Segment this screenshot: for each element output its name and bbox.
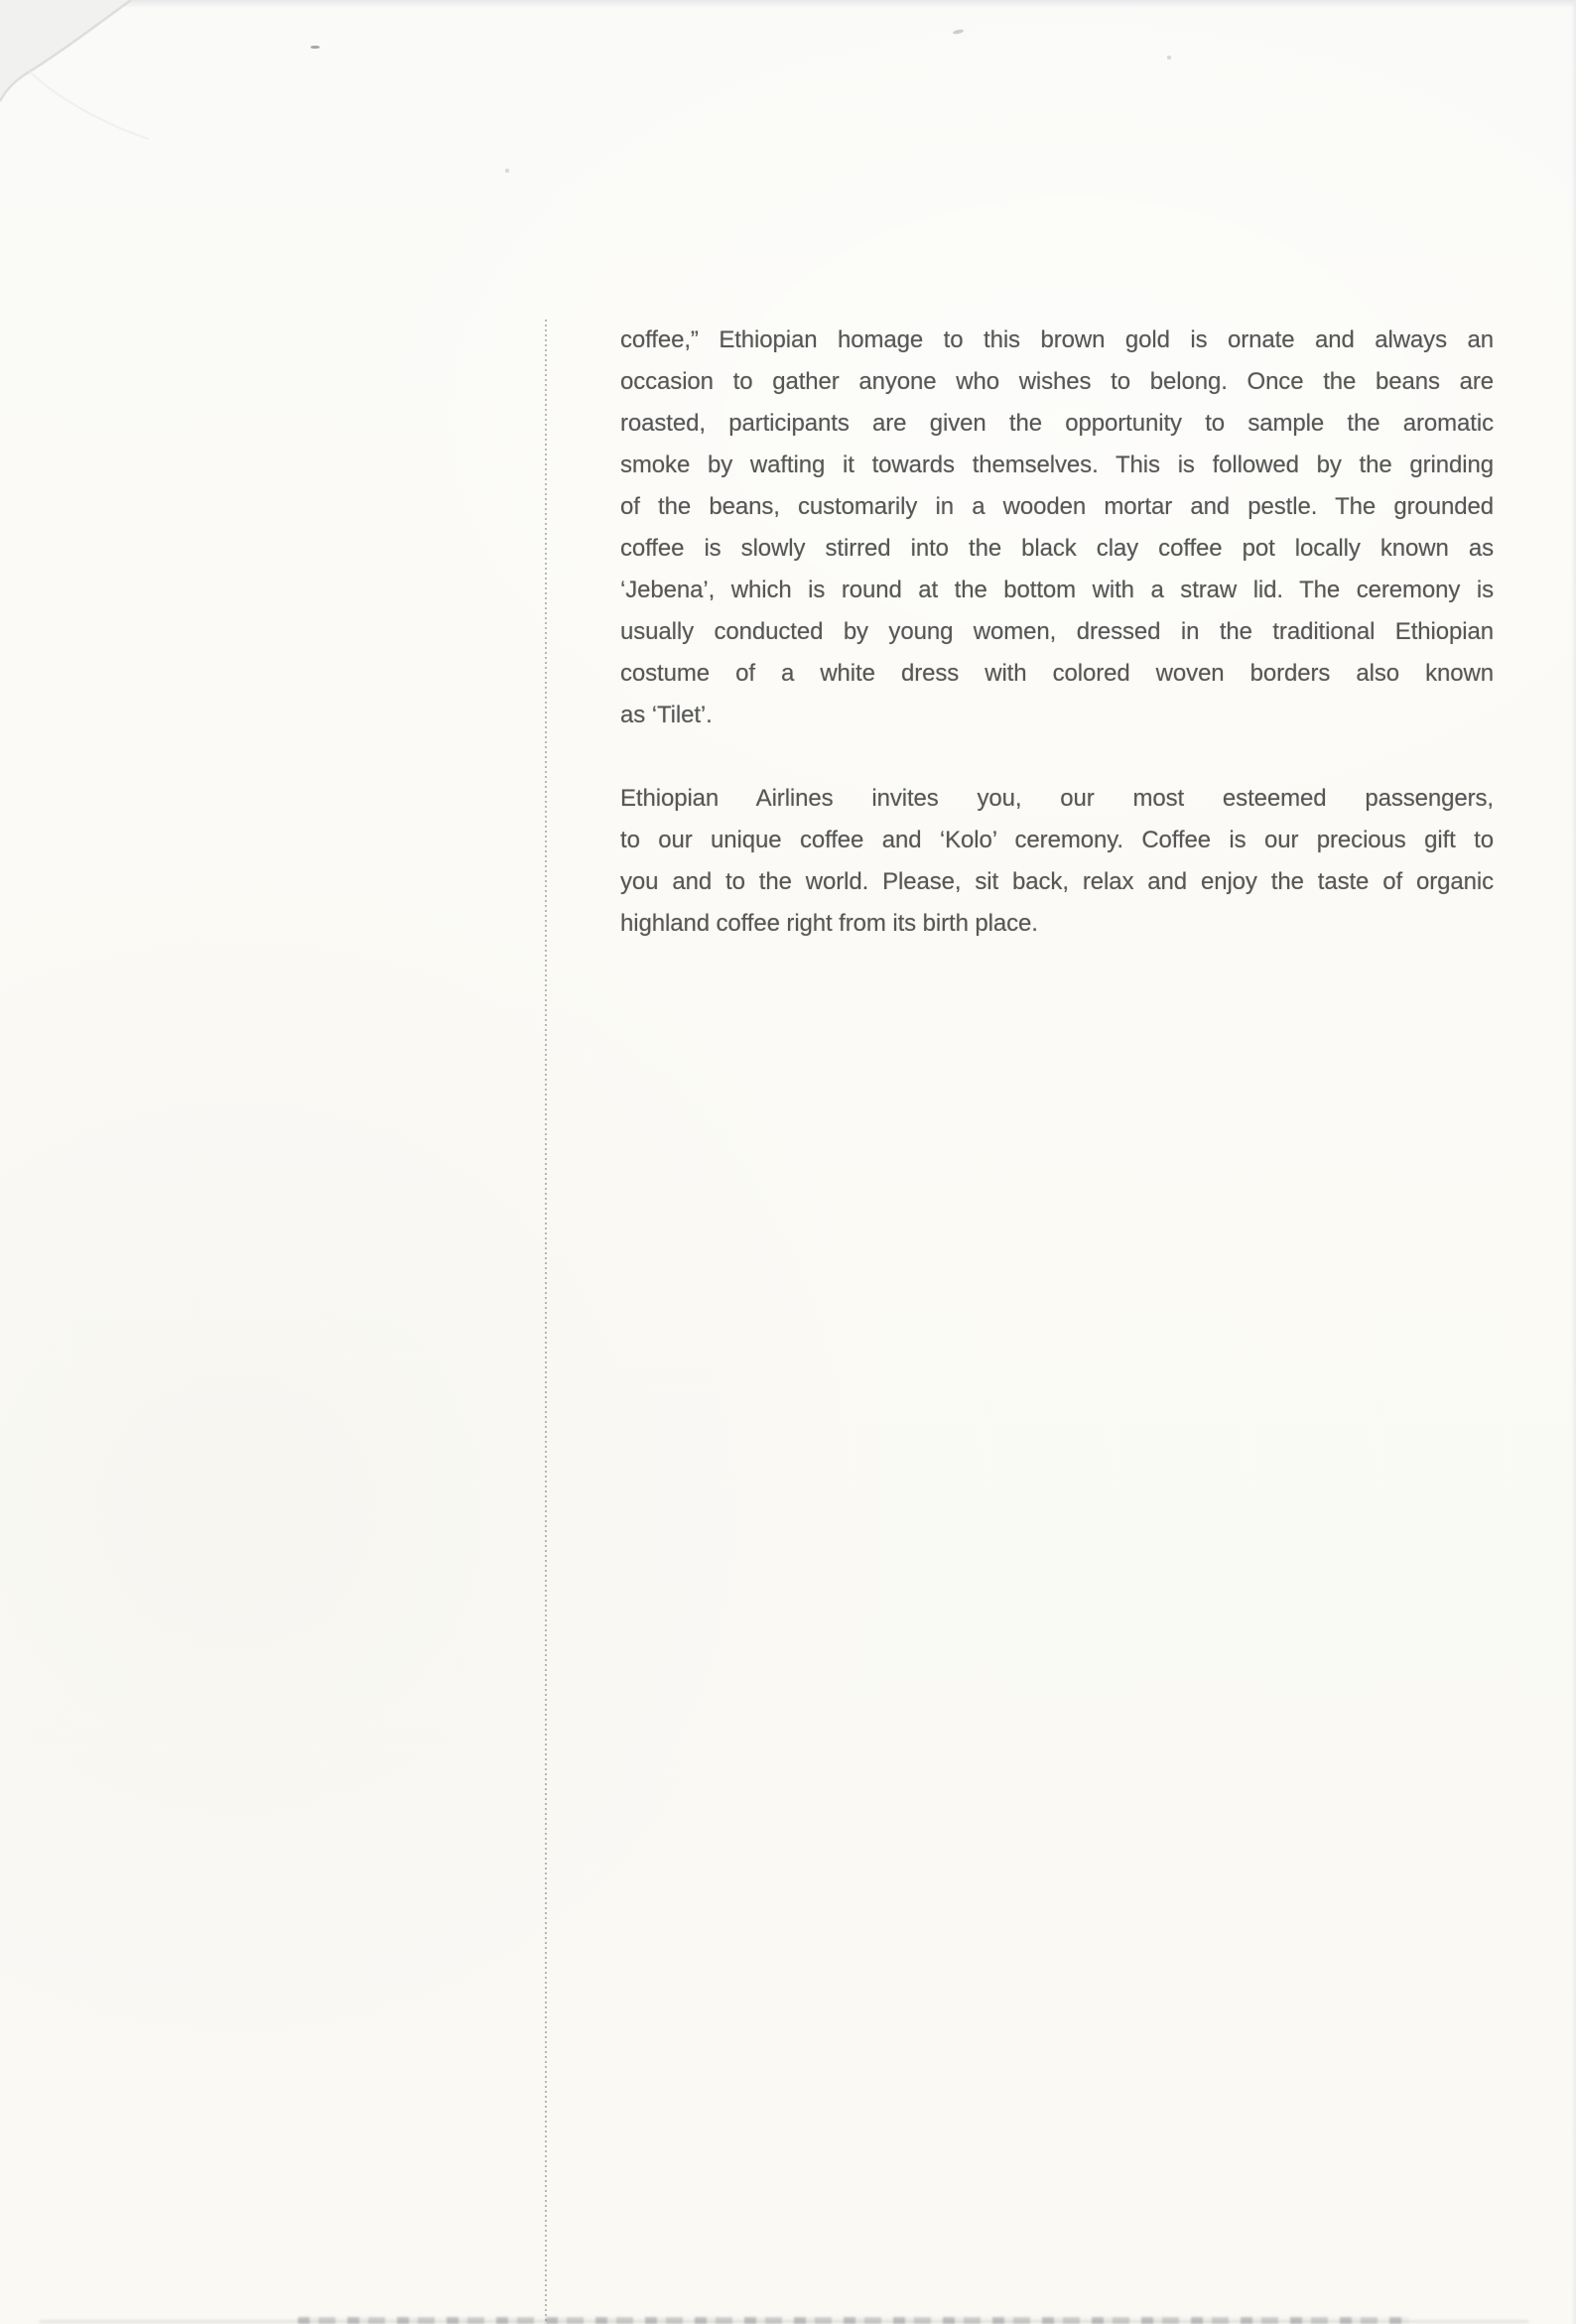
body-text-block [620,320,1494,945]
scan-speck-tilde [953,29,964,34]
text-line: you and to the world. Please, sit back, relax and enjoy the taste of organic [620,868,1494,895]
text-line: to our unique coffee and ‘Kolo’ ceremony. Coffee is our precious gift to [620,827,1494,853]
scan-edge-right [1571,0,1576,2324]
scan-speck-dash [311,46,320,49]
text-line: occasion to gather anyone who wishes to belong. Once the beans are [620,368,1494,395]
text-line: highland coffee right from its birth place. [620,910,1038,937]
page-fold-crease [0,0,457,149]
text-line: of the beans, customarily in a wooden mortar and pestle. The grounded [620,493,1494,520]
text-line: Ethiopian Airlines invites you, our most esteemed passengers, [620,785,1494,812]
text-line: usually conducted by young women, dressed in the traditional Ethiopian [620,618,1494,645]
paragraph-coffee-ceremony [620,320,1494,736]
text-line: coffee is slowly stirred into the black clay coffee pot locally known as [620,535,1494,562]
scan-edge-bottom [298,2317,1409,2324]
scan-speck-dot [505,169,509,173]
scan-speck-dot [1167,56,1171,60]
paragraph-airlines-invitation [620,778,1494,945]
text-line: smoke by wafting it towards themselves. This is followed by the grinding [620,452,1494,478]
dotted-column-rule [545,320,547,2324]
text-line: costume of a white dress with colored woven borders also known [620,660,1494,687]
text-line: coffee,” Ethiopian homage to this brown gold is ornate and always an [620,326,1494,353]
text-line: ‘Jebena’, which is round at the bottom with a straw lid. The ceremony is [620,577,1494,603]
text-line: as ‘Tilet’. [620,702,713,728]
text-line: roasted, participants are given the opportunity to sample the aromatic [620,410,1494,437]
